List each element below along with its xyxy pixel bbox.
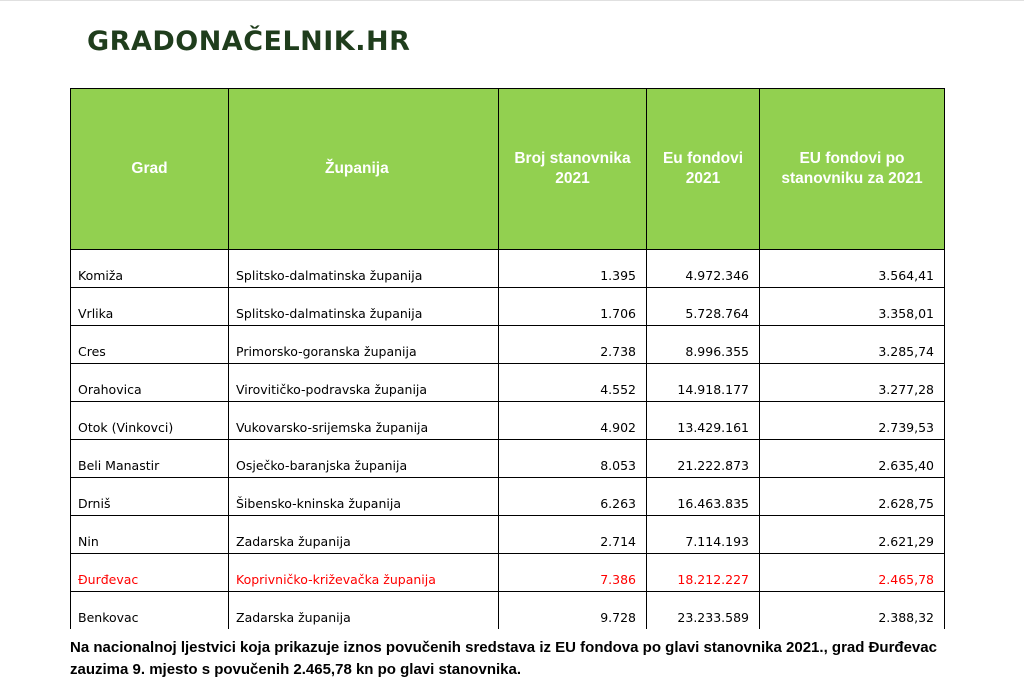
cell-population: 9.728 bbox=[499, 592, 647, 630]
cell-eu-funds: 21.222.873 bbox=[647, 440, 760, 478]
cell-population: 2.738 bbox=[499, 326, 647, 364]
cell-grad: Benkovac bbox=[71, 592, 229, 630]
cell-eu-funds-per-capita: 2.628,75 bbox=[760, 478, 945, 516]
cell-grad: Beli Manastir bbox=[71, 440, 229, 478]
eu-funds-table bbox=[70, 88, 945, 629]
table-row bbox=[71, 250, 945, 288]
cell-population: 7.386 bbox=[499, 554, 647, 592]
cell-grad: Orahovica bbox=[71, 364, 229, 402]
cell-zupanija: Koprivničko-križevačka županija bbox=[229, 554, 499, 592]
cell-eu-funds: 13.429.161 bbox=[647, 402, 760, 440]
cell-population: 1.395 bbox=[499, 250, 647, 288]
table-row bbox=[71, 364, 945, 402]
cell-eu-funds-per-capita: 2.465,78 bbox=[760, 554, 945, 592]
column-header-eu-funds-per-capita: EU fondovi po stanovniku za 2021 bbox=[760, 89, 945, 250]
cell-eu-funds-per-capita: 3.564,41 bbox=[760, 250, 945, 288]
cell-grad: Vrlika bbox=[71, 288, 229, 326]
table-row bbox=[71, 288, 945, 326]
table-body bbox=[71, 250, 945, 630]
cell-population: 4.552 bbox=[499, 364, 647, 402]
cell-population: 6.263 bbox=[499, 478, 647, 516]
column-header-eu-funds: Eu fondovi 2021 bbox=[647, 89, 760, 250]
cell-eu-funds: 14.918.177 bbox=[647, 364, 760, 402]
cell-grad: Đurđevac bbox=[71, 554, 229, 592]
table-row bbox=[71, 592, 945, 630]
column-header-zupanija: Županija bbox=[229, 89, 499, 250]
site-logo: GRADONAČELNIK.HR bbox=[87, 26, 411, 57]
cell-zupanija: Zadarska županija bbox=[229, 516, 499, 554]
cell-eu-funds-per-capita: 3.358,01 bbox=[760, 288, 945, 326]
cell-population: 8.053 bbox=[499, 440, 647, 478]
table-row bbox=[71, 516, 945, 554]
cell-population: 1.706 bbox=[499, 288, 647, 326]
cell-zupanija: Primorsko-goranska županija bbox=[229, 326, 499, 364]
cell-eu-funds: 18.212.227 bbox=[647, 554, 760, 592]
cell-zupanija: Splitsko-dalmatinska županija bbox=[229, 250, 499, 288]
table-row bbox=[71, 440, 945, 478]
cell-eu-funds-per-capita: 2.621,29 bbox=[760, 516, 945, 554]
cell-eu-funds-per-capita: 3.277,28 bbox=[760, 364, 945, 402]
summary-text: Na nacionalnoj ljestvici koja prikazuje iznos povučenih sredstava iz EU fondova po glavi stanovnika 2021., grad Đurđevac zauzima 9. mjesto s povučenih 2.465,78 kn po glavi stanovnika. bbox=[70, 639, 937, 678]
cell-zupanija: Vukovarsko-srijemska županija bbox=[229, 402, 499, 440]
cell-grad: Komiža bbox=[71, 250, 229, 288]
table-row bbox=[71, 402, 945, 440]
table-row bbox=[71, 326, 945, 364]
cell-grad: Nin bbox=[71, 516, 229, 554]
table-row bbox=[71, 554, 945, 592]
cell-zupanija: Virovitičko-podravska županija bbox=[229, 364, 499, 402]
cell-eu-funds: 16.463.835 bbox=[647, 478, 760, 516]
cell-grad: Otok (Vinkovci) bbox=[71, 402, 229, 440]
cell-eu-funds-per-capita: 2.635,40 bbox=[760, 440, 945, 478]
cell-zupanija: Osječko-baranjska županija bbox=[229, 440, 499, 478]
cell-grad: Drniš bbox=[71, 478, 229, 516]
cell-population: 2.714 bbox=[499, 516, 647, 554]
cell-eu-funds: 7.114.193 bbox=[647, 516, 760, 554]
cell-eu-funds-per-capita: 2.388,32 bbox=[760, 592, 945, 630]
cell-eu-funds-per-capita: 3.285,74 bbox=[760, 326, 945, 364]
cell-zupanija: Splitsko-dalmatinska županija bbox=[229, 288, 499, 326]
cell-grad: Cres bbox=[71, 326, 229, 364]
cell-eu-funds: 5.728.764 bbox=[647, 288, 760, 326]
table-row bbox=[71, 478, 945, 516]
cell-zupanija: Zadarska županija bbox=[229, 592, 499, 630]
cell-eu-funds-per-capita: 2.739,53 bbox=[760, 402, 945, 440]
cell-eu-funds: 23.233.589 bbox=[647, 592, 760, 630]
table-header-row bbox=[71, 89, 945, 250]
column-header-grad: Grad bbox=[71, 89, 229, 250]
cell-population: 4.902 bbox=[499, 402, 647, 440]
cell-zupanija: Šibensko-kninska županija bbox=[229, 478, 499, 516]
cell-eu-funds: 8.996.355 bbox=[647, 326, 760, 364]
column-header-population: Broj stanovnika 2021 bbox=[499, 89, 647, 250]
cell-eu-funds: 4.972.346 bbox=[647, 250, 760, 288]
